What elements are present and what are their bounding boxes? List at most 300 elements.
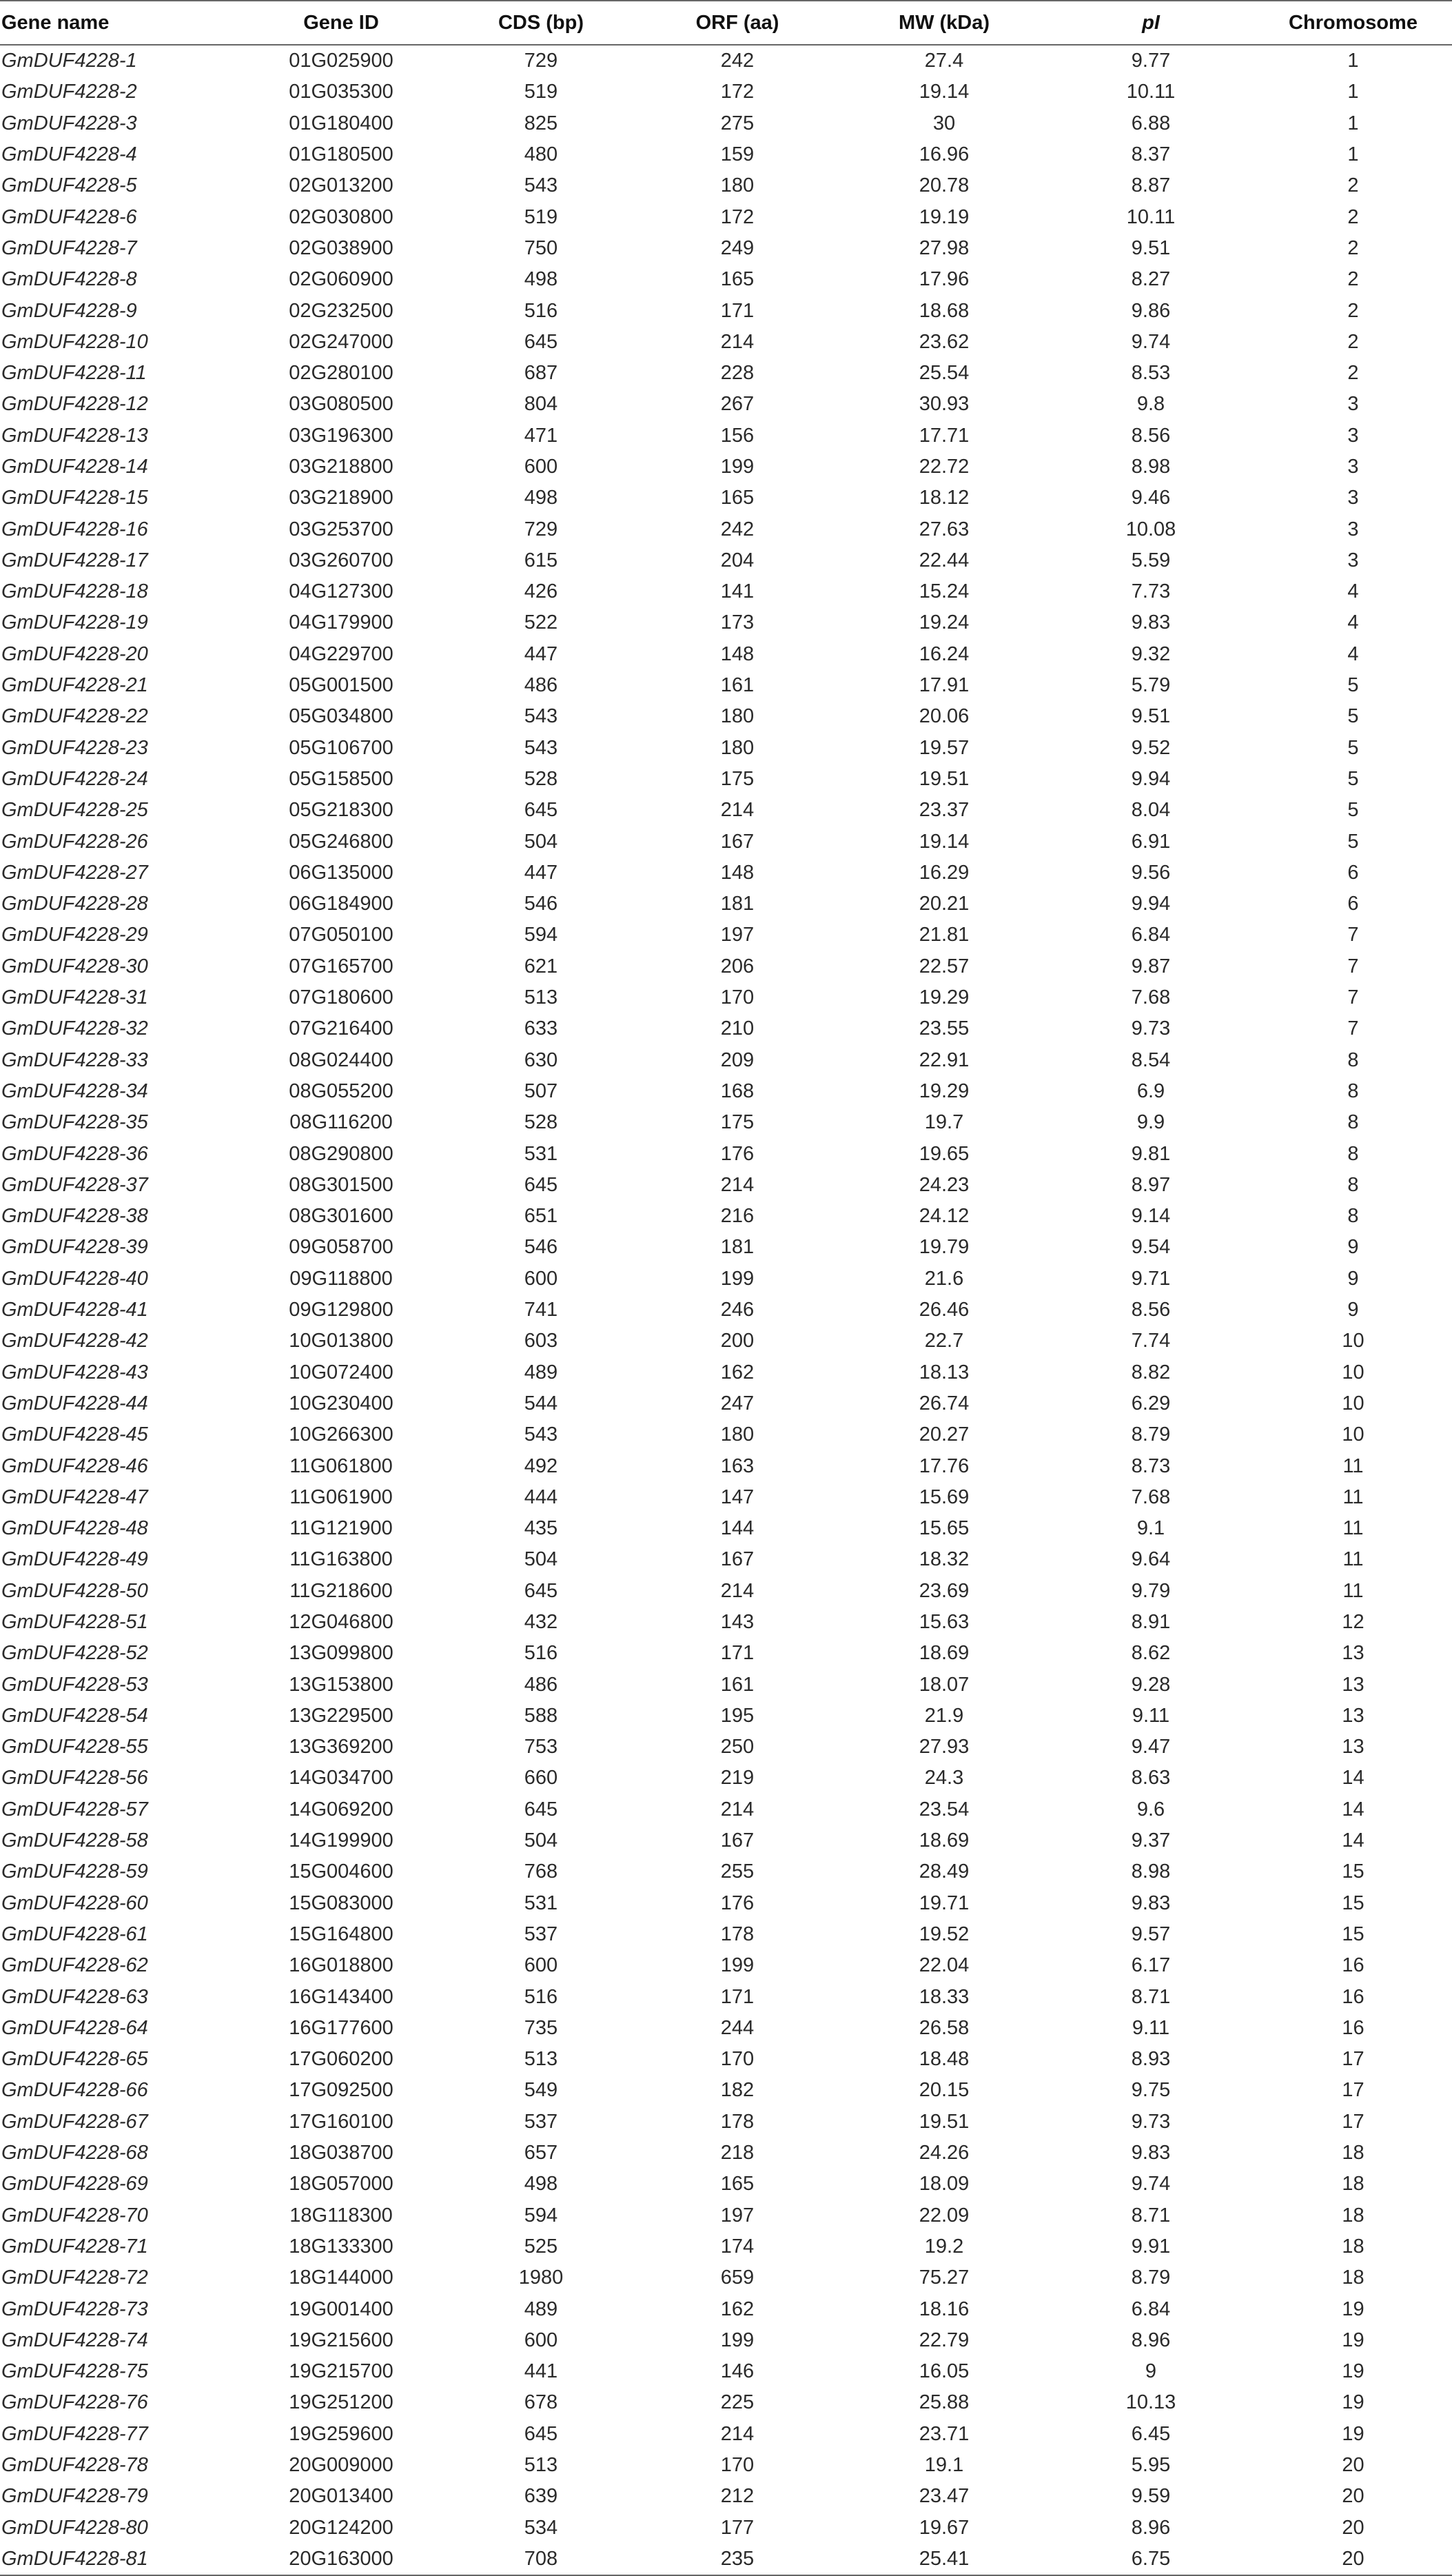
- cell-orf: 148: [720, 642, 755, 665]
- cell-gene-name: GmDUF4228-37: [1, 1173, 148, 1196]
- cell-chromosome: 10: [1342, 1361, 1364, 1383]
- header-gene-name: Gene name: [0, 1, 234, 45]
- cell-mw: 18.69: [919, 1642, 970, 1665]
- cell-cds: 639: [524, 2485, 558, 2508]
- cell-mw: 22.44: [919, 549, 970, 571]
- cell-pi: 9.11: [1132, 1704, 1170, 1727]
- cell-gene-id: 13G099800: [289, 1642, 393, 1665]
- cell-mw: 27.63: [919, 518, 970, 540]
- cell-cds: 645: [524, 2422, 558, 2445]
- cell-orf: 170: [720, 2454, 755, 2476]
- cell-cds: 753: [524, 1736, 558, 1758]
- cell-mw: 19.79: [919, 1236, 970, 1259]
- cell-orf: 172: [720, 81, 755, 103]
- cell-pi: 5.59: [1131, 549, 1171, 571]
- cell-cds: 507: [524, 1079, 558, 1102]
- cell-orf: 247: [720, 1392, 755, 1414]
- cell-gene-id: 03G253700: [289, 518, 393, 540]
- cell-chromosome: 16: [1342, 2016, 1364, 2039]
- cell-chromosome: 5: [1347, 799, 1359, 822]
- cell-mw: 18.12: [919, 487, 970, 509]
- cell-orf: 146: [720, 2360, 755, 2383]
- cell-cds: 525: [524, 2235, 558, 2258]
- cell-orf: 659: [720, 2266, 755, 2289]
- table-row: [0, 2325, 1452, 2356]
- table-row: [0, 201, 1452, 232]
- cell-chromosome: 17: [1342, 2079, 1364, 2102]
- table-row: [0, 264, 1452, 295]
- cell-gene-id: 04G229700: [289, 642, 393, 665]
- cell-mw: 19.24: [919, 611, 970, 634]
- cell-pi: 9.83: [1131, 2142, 1171, 2164]
- cell-orf: 218: [720, 2142, 755, 2164]
- cell-mw: 19.29: [919, 1079, 970, 1102]
- cell-pi: 8.54: [1131, 1048, 1171, 1071]
- cell-mw: 18.32: [919, 1548, 970, 1571]
- cell-gene-id: 19G001400: [289, 2298, 393, 2320]
- table-row: [0, 1450, 1452, 1481]
- cell-mw: 24.3: [924, 1767, 964, 1789]
- cell-gene-name: GmDUF4228-38: [1, 1205, 148, 1228]
- cell-gene-name: GmDUF4228-44: [1, 1392, 148, 1414]
- cell-chromosome: 15: [1342, 1923, 1364, 1945]
- cell-gene-name: GmDUF4228-51: [1, 1610, 148, 1633]
- cell-gene-name: GmDUF4228-2: [1, 81, 137, 103]
- cell-cds: 729: [524, 518, 558, 540]
- table-row: [0, 358, 1452, 389]
- table-row: [0, 1794, 1452, 1825]
- cell-cds: 600: [524, 1954, 558, 1977]
- cell-cds: 678: [524, 2391, 558, 2414]
- cell-cds: 546: [524, 893, 558, 915]
- cell-orf: 200: [720, 1330, 755, 1352]
- cell-cds: 486: [524, 1673, 558, 1696]
- cell-chromosome: 7: [1347, 1017, 1359, 1040]
- cell-orf: 246: [720, 1299, 755, 1321]
- cell-gene-id: 02G247000: [289, 330, 393, 353]
- cell-gene-name: GmDUF4228-17: [1, 549, 148, 571]
- cell-mw: 16.96: [919, 143, 970, 166]
- table-row: [0, 607, 1452, 638]
- cell-gene-id: 02G038900: [289, 236, 393, 259]
- cell-pi: 8.73: [1131, 1454, 1171, 1477]
- table-row: [0, 733, 1452, 764]
- table-row: [0, 545, 1452, 576]
- table-row: [0, 1013, 1452, 1044]
- cell-chromosome: 18: [1342, 2142, 1364, 2164]
- cell-gene-name: GmDUF4228-56: [1, 1767, 148, 1789]
- cell-gene-name: GmDUF4228-30: [1, 955, 148, 977]
- cell-pi: 8.62: [1131, 1642, 1171, 1665]
- table-body: [0, 45, 1452, 2575]
- table-row: [0, 826, 1452, 857]
- cell-gene-id: 02G013200: [289, 174, 393, 197]
- cell-mw: 75.27: [919, 2266, 970, 2289]
- cell-orf: 176: [720, 1892, 755, 1914]
- cell-pi: 9.6: [1136, 1798, 1165, 1821]
- cell-gene-id: 03G260700: [289, 549, 393, 571]
- cell-gene-name: GmDUF4228-77: [1, 2422, 148, 2445]
- cell-pi: 9.51: [1131, 236, 1171, 259]
- cell-cds: 768: [524, 1860, 558, 1883]
- table-row: [0, 1045, 1452, 1076]
- cell-gene-id: 11G121900: [289, 1517, 393, 1540]
- cell-gene-id: 05G001500: [289, 674, 393, 697]
- cell-gene-name: GmDUF4228-57: [1, 1798, 148, 1821]
- cell-cds: 750: [524, 236, 558, 259]
- table-row: [0, 1950, 1452, 1981]
- cell-chromosome: 8: [1347, 1205, 1359, 1228]
- cell-cds: 741: [524, 1299, 558, 1321]
- cell-mw: 22.57: [919, 955, 970, 977]
- cell-chromosome: 13: [1342, 1736, 1364, 1758]
- cell-chromosome: 18: [1342, 2204, 1364, 2227]
- cell-mw: 23.47: [919, 2485, 970, 2508]
- cell-gene-name: GmDUF4228-5: [1, 174, 137, 197]
- cell-gene-name: GmDUF4228-21: [1, 674, 148, 697]
- cell-chromosome: 16: [1342, 1954, 1364, 1977]
- cell-pi: 9.87: [1131, 955, 1171, 977]
- cell-pi: 9.71: [1131, 1267, 1171, 1290]
- cell-gene-name: GmDUF4228-33: [1, 1048, 148, 1071]
- cell-gene-id: 19G251200: [289, 2391, 393, 2414]
- table-row: [0, 2231, 1452, 2262]
- cell-chromosome: 3: [1347, 424, 1359, 447]
- cell-chromosome: 3: [1347, 456, 1359, 478]
- cell-orf: 180: [720, 705, 755, 728]
- cell-gene-id: 08G024400: [289, 1048, 393, 1071]
- cell-mw: 25.54: [919, 362, 970, 385]
- cell-cds: 645: [524, 799, 558, 822]
- cell-pi: 9.94: [1131, 893, 1171, 915]
- cell-gene-name: GmDUF4228-65: [1, 2048, 148, 2071]
- cell-gene-name: GmDUF4228-73: [1, 2298, 148, 2320]
- cell-gene-id: 10G072400: [289, 1361, 393, 1383]
- cell-chromosome: 19: [1342, 2391, 1364, 2414]
- table-row: [0, 1357, 1452, 1388]
- cell-orf: 214: [720, 1173, 755, 1196]
- cell-pi: 9.37: [1131, 1829, 1171, 1852]
- cell-orf: 199: [720, 456, 755, 478]
- cell-gene-name: GmDUF4228-72: [1, 2266, 148, 2289]
- cell-orf: 219: [720, 1767, 755, 1789]
- cell-gene-name: GmDUF4228-61: [1, 1923, 148, 1945]
- cell-pi: 9.1: [1136, 1517, 1165, 1540]
- cell-chromosome: 6: [1347, 861, 1359, 884]
- cell-gene-id: 05G106700: [289, 736, 393, 759]
- cell-pi: 8.56: [1131, 424, 1171, 447]
- cell-mw: 25.88: [919, 2391, 970, 2414]
- cell-pi: 9.79: [1131, 1579, 1171, 1602]
- cell-gene-id: 18G133300: [289, 2235, 393, 2258]
- table-row: [0, 1701, 1452, 1732]
- cell-gene-name: GmDUF4228-10: [1, 330, 148, 353]
- cell-orf: 267: [720, 393, 755, 416]
- cell-pi: 8.98: [1131, 1860, 1171, 1883]
- cell-cds: 603: [524, 1330, 558, 1352]
- cell-orf: 180: [720, 174, 755, 197]
- cell-cds: 825: [524, 112, 558, 134]
- cell-orf: 170: [720, 986, 755, 1009]
- cell-gene-name: GmDUF4228-1: [1, 50, 137, 72]
- cell-gene-id: 02G232500: [289, 299, 393, 322]
- table-row: [0, 1981, 1452, 2012]
- table-row: [0, 420, 1452, 452]
- table-row: [0, 77, 1452, 108]
- cell-gene-name: GmDUF4228-47: [1, 1485, 148, 1508]
- cell-pi: 9.64: [1131, 1548, 1171, 1571]
- cell-cds: 537: [524, 1923, 558, 1945]
- cell-gene-name: GmDUF4228-13: [1, 424, 148, 447]
- cell-gene-id: 07G216400: [289, 1017, 393, 1040]
- cell-orf: 181: [720, 1236, 755, 1259]
- cell-gene-id: 20G013400: [289, 2485, 393, 2508]
- cell-mw: 20.27: [919, 1423, 970, 1446]
- cell-cds: 645: [524, 330, 558, 353]
- cell-pi: 6.84: [1131, 924, 1171, 946]
- table-row: [0, 1888, 1452, 1919]
- table-row: [0, 701, 1452, 732]
- cell-gene-id: 13G153800: [289, 1673, 393, 1696]
- table-row: [0, 2293, 1452, 2324]
- cell-gene-name: GmDUF4228-26: [1, 830, 148, 853]
- cell-gene-name: GmDUF4228-75: [1, 2360, 148, 2383]
- header-mw: MW (kDa): [841, 1, 1047, 45]
- cell-cds: 492: [524, 1454, 558, 1477]
- cell-pi: 8.53: [1131, 362, 1171, 385]
- cell-gene-id: 05G246800: [289, 830, 393, 853]
- cell-pi: 9.73: [1131, 1017, 1171, 1040]
- cell-pi: 6.84: [1131, 2298, 1171, 2320]
- cell-mw: 19.2: [924, 2235, 964, 2258]
- cell-gene-name: GmDUF4228-52: [1, 1642, 148, 1665]
- table-row: [0, 1482, 1452, 1513]
- cell-gene-id: 05G034800: [289, 705, 393, 728]
- cell-orf: 204: [720, 549, 755, 571]
- cell-orf: 168: [720, 1079, 755, 1102]
- cell-gene-id: 05G158500: [289, 767, 393, 790]
- cell-gene-id: 02G030800: [289, 205, 393, 228]
- cell-gene-id: 01G025900: [289, 50, 393, 72]
- cell-chromosome: 1: [1347, 50, 1359, 72]
- cell-orf: 181: [720, 893, 755, 915]
- cell-pi: 7.74: [1131, 1330, 1171, 1352]
- cell-pi: 10.13: [1125, 2391, 1176, 2414]
- cell-cds: 543: [524, 1423, 558, 1446]
- cell-chromosome: 20: [1342, 2516, 1364, 2539]
- cell-gene-name: GmDUF4228-64: [1, 2016, 148, 2039]
- cell-gene-id: 11G061800: [289, 1454, 393, 1477]
- table-row: [0, 2512, 1452, 2543]
- cell-pi: 9.46: [1131, 487, 1171, 509]
- cell-mw: 27.93: [919, 1736, 970, 1758]
- cell-mw: 20.06: [919, 705, 970, 728]
- cell-mw: 27.98: [919, 236, 970, 259]
- cell-mw: 28.49: [919, 1860, 970, 1883]
- cell-pi: 9.83: [1131, 611, 1171, 634]
- cell-orf: 143: [720, 1610, 755, 1633]
- table-row: [0, 1170, 1452, 1201]
- cell-pi: 8.91: [1131, 1610, 1171, 1633]
- cell-pi: 9.14: [1131, 1205, 1171, 1228]
- table-row: [0, 920, 1452, 951]
- cell-cds: 630: [524, 1048, 558, 1071]
- header-pi-i: I: [1154, 11, 1160, 34]
- table-row: [0, 1076, 1452, 1107]
- cell-gene-id: 04G127300: [289, 580, 393, 603]
- cell-mw: 20.78: [919, 174, 970, 197]
- cell-pi: 9.56: [1131, 861, 1171, 884]
- cell-orf: 171: [720, 1985, 755, 2008]
- cell-cds: 804: [524, 393, 558, 416]
- cell-orf: 214: [720, 330, 755, 353]
- cell-cds: 645: [524, 1798, 558, 1821]
- cell-cds: 489: [524, 2298, 558, 2320]
- cell-mw: 19.67: [919, 2516, 970, 2539]
- cell-chromosome: 19: [1342, 2422, 1364, 2445]
- cell-gene-name: GmDUF4228-81: [0, 2544, 234, 2575]
- cell-mw: 25.41: [841, 2544, 1047, 2575]
- cell-gene-name: GmDUF4228-43: [1, 1361, 148, 1383]
- cell-pi: 9.32: [1131, 642, 1171, 665]
- cell-cds: 519: [524, 81, 558, 103]
- cell-orf: 165: [720, 487, 755, 509]
- cell-pi: 9.47: [1131, 1736, 1171, 1758]
- cell-orf: 173: [720, 611, 755, 634]
- cell-chromosome: 11: [1342, 1485, 1364, 1508]
- cell-orf: 170: [720, 2048, 755, 2071]
- cell-gene-id: 09G118800: [289, 1267, 393, 1290]
- cell-pi: 10.11: [1126, 205, 1176, 228]
- cell-mw: 15.24: [919, 580, 970, 603]
- cell-cds: 543: [524, 705, 558, 728]
- cell-mw: 26.46: [919, 1299, 970, 1321]
- cell-gene-name: GmDUF4228-4: [1, 143, 137, 166]
- cell-chromosome: 3: [1347, 393, 1359, 416]
- table-row: [0, 2013, 1452, 2044]
- table-row: [0, 2419, 1452, 2450]
- cell-orf: 144: [720, 1517, 755, 1540]
- cell-pi: 7.68: [1131, 986, 1171, 1009]
- cell-gene-id: 14G069200: [289, 1798, 393, 1821]
- header-gene-id: Gene ID: [234, 1, 448, 45]
- cell-mw: 30: [932, 112, 956, 134]
- cell-orf: 175: [720, 1111, 755, 1134]
- cell-pi: 8.79: [1131, 1423, 1171, 1446]
- table-row: [0, 1607, 1452, 1638]
- cell-gene-id: 09G129800: [289, 1299, 393, 1321]
- cell-mw: 19.29: [919, 986, 970, 1009]
- cell-cds: 486: [524, 674, 558, 697]
- cell-gene-id: 15G083000: [289, 1892, 393, 1914]
- cell-chromosome: 9: [1347, 1236, 1359, 1259]
- cell-chromosome: 4: [1347, 580, 1359, 603]
- table-row: [0, 889, 1452, 920]
- cell-orf: 165: [720, 268, 755, 291]
- cell-pi: 9.74: [1131, 2173, 1171, 2195]
- cell-orf: 171: [720, 299, 755, 322]
- cell-mw: 18.48: [919, 2048, 970, 2071]
- cell-gene-id: 01G180500: [289, 143, 393, 166]
- cell-gene-id: 08G055200: [289, 1079, 393, 1102]
- cell-cds: 513: [524, 2454, 558, 2476]
- cell-cds: 498: [524, 268, 558, 291]
- cell-gene-id: 10G230400: [289, 1392, 393, 1414]
- cell-cds: 729: [524, 50, 558, 72]
- table-row: [0, 576, 1452, 607]
- cell-gene-id: 17G060200: [289, 2048, 393, 2071]
- cell-gene-id: 09G058700: [289, 1236, 393, 1259]
- cell-mw: 18.16: [919, 2298, 970, 2320]
- cell-gene-name: GmDUF4228-76: [1, 2391, 148, 2414]
- cell-gene-id: 19G215700: [289, 2360, 393, 2383]
- cell-cds: 657: [524, 2142, 558, 2164]
- cell-mw: 19.19: [919, 205, 970, 228]
- table-row: [0, 1544, 1452, 1575]
- cell-mw: 22.09: [919, 2204, 970, 2227]
- cell-orf: 172: [720, 205, 755, 228]
- cell-chromosome: 13: [1342, 1642, 1364, 1665]
- cell-cds: 480: [524, 143, 558, 166]
- cell-gene-name: GmDUF4228-42: [1, 1330, 148, 1352]
- table-row: [0, 1201, 1452, 1232]
- table-row: [0, 2356, 1452, 2387]
- cell-mw: 21.9: [924, 1704, 964, 1727]
- cell-gene-name: GmDUF4228-16: [1, 518, 148, 540]
- cell-orf: 244: [720, 2016, 755, 2039]
- cell-gene-id: 08G301500: [289, 1173, 393, 1196]
- cell-chromosome: 11: [1342, 1548, 1364, 1571]
- cell-mw: 24.26: [919, 2142, 970, 2164]
- cell-orf: 178: [720, 2110, 755, 2133]
- cell-mw: 18.33: [919, 1985, 970, 2008]
- cell-orf: 225: [720, 2391, 755, 2414]
- cell-gene-name: GmDUF4228-55: [1, 1736, 148, 1758]
- cell-pi: 9.83: [1131, 1892, 1171, 1914]
- table-row: [0, 951, 1452, 982]
- cell-gene-name: GmDUF4228-22: [1, 705, 148, 728]
- cell-pi: 9.75: [1131, 2079, 1171, 2102]
- cell-gene-id: 03G080500: [289, 393, 393, 416]
- cell-pi: 6.88: [1131, 112, 1171, 134]
- cell-gene-name: GmDUF4228-78: [1, 2454, 148, 2476]
- header-orf: ORF (aa): [634, 1, 841, 45]
- cell-pi: 6.91: [1131, 830, 1171, 853]
- cell-mw: 19.65: [919, 1142, 970, 1165]
- table-row: [0, 1919, 1452, 1950]
- cell-pi: 8.97: [1131, 1173, 1171, 1196]
- cell-chromosome: 19: [1342, 2360, 1364, 2383]
- cell-pi: 8.96: [1131, 2516, 1171, 2539]
- cell-chromosome: 17: [1342, 2048, 1364, 2071]
- cell-chromosome: 3: [1347, 487, 1359, 509]
- cell-mw: 22.04: [919, 1954, 970, 1977]
- header-pi: [1047, 1, 1254, 45]
- cell-mw: 22.79: [919, 2329, 970, 2351]
- cell-cds: 594: [524, 924, 558, 946]
- table-row: [0, 514, 1452, 545]
- cell-cds: 498: [524, 2173, 558, 2195]
- cell-chromosome: 2: [1347, 205, 1359, 228]
- cell-gene-id: 15G004600: [289, 1860, 393, 1883]
- cell-mw: 20.15: [919, 2079, 970, 2102]
- cell-pi: 6.9: [1136, 1079, 1165, 1102]
- cell-pi: 9.57: [1131, 1923, 1171, 1945]
- cell-orf: 197: [720, 2204, 755, 2227]
- table-row: [0, 327, 1452, 358]
- cell-cds: 432: [524, 1610, 558, 1633]
- cell-gene-id: 13G369200: [289, 1736, 393, 1758]
